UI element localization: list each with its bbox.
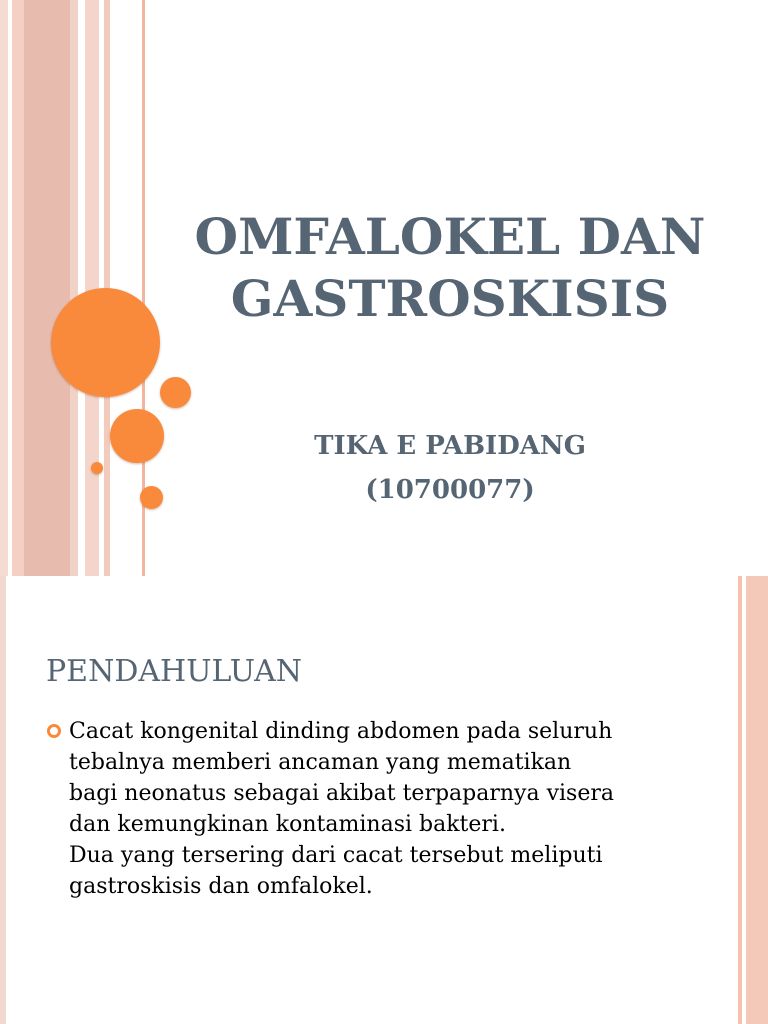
decorative-stripe xyxy=(746,576,768,1024)
decorative-stripe xyxy=(24,0,70,576)
bullet-line: Cacat kongenital dinding abdomen pada seluruh xyxy=(69,719,613,744)
section-heading: PENDAHULUAN xyxy=(46,654,303,689)
decorative-stripe xyxy=(0,0,8,576)
bullet-text xyxy=(69,716,686,902)
decorative-stripe xyxy=(70,0,78,576)
decorative-circle-small xyxy=(140,486,163,509)
bullet-line: dan kemungkinan kontaminasi bakteri. xyxy=(69,812,506,837)
bullet-line: gastroskisis dan omfalokel. xyxy=(69,874,373,899)
bullet-line: tebalnya memberi ancaman yang mematikan xyxy=(69,750,572,775)
content-slide xyxy=(0,576,768,1024)
title-line: GASTROSKISIS xyxy=(230,269,670,328)
decorative-circle-tiny xyxy=(91,462,103,474)
bullet-item xyxy=(46,716,686,902)
bullet-circle-icon xyxy=(47,724,61,738)
decorative-circle-large xyxy=(51,288,160,397)
author-id: (10700077) xyxy=(365,475,535,505)
bullet-line: Dua yang tersering dari cacat tersebut meliputi xyxy=(69,843,603,868)
decorative-stripe xyxy=(78,0,85,576)
author-name: TIKA E PABIDANG xyxy=(314,431,586,461)
author-block xyxy=(240,424,660,512)
decorative-circle-small xyxy=(160,377,191,408)
decorative-stripe xyxy=(0,576,6,1024)
bullet-line: bagi neonatus sebagai akibat terpaparnya visera xyxy=(69,781,614,806)
slide-title xyxy=(190,206,710,330)
title-line: OMFALOKEL DAN xyxy=(194,207,706,266)
decorative-circle-medium xyxy=(110,409,164,463)
decorative-stripe xyxy=(12,0,24,576)
